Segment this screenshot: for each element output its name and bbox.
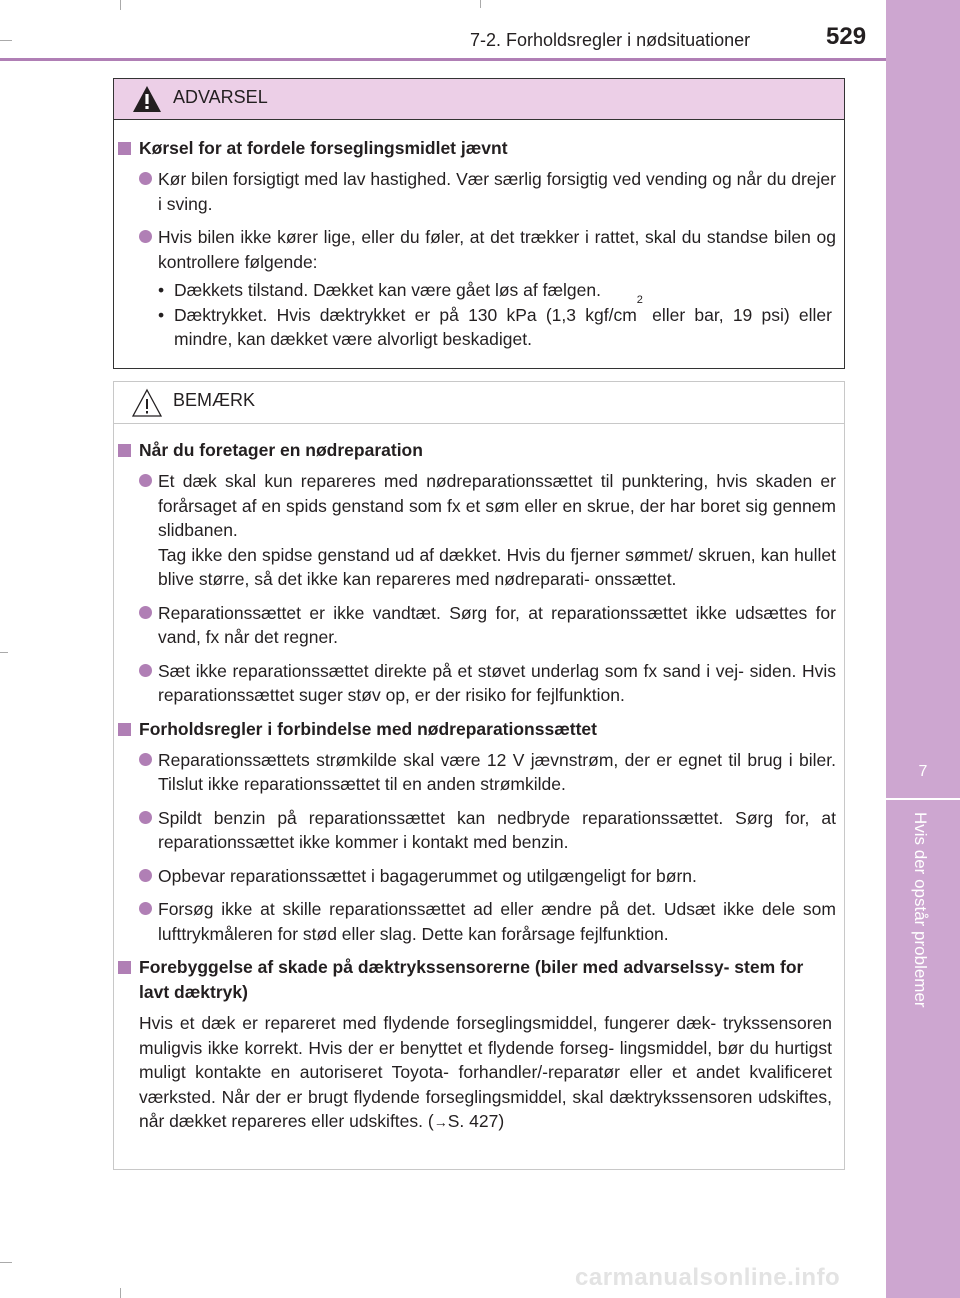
- list-item: Spildt benzin på reparationssættet kan nedbryde reparationssættet. Sørg for, at reparationssættet ikke kommer i kontakt med benzin.: [114, 806, 844, 855]
- notice-heading: Når du foretager en nødreparation: [114, 438, 844, 463]
- crop-mark: [480, 0, 481, 8]
- round-bullet-icon: [139, 869, 152, 882]
- list-item: Kør bilen forsigtigt med lav hastighed. Vær særlig forsigtig ved vending og når du drejer i sving.: [114, 167, 844, 216]
- chapter-tab: [886, 0, 960, 1298]
- notice-header: [114, 382, 844, 424]
- warning-header: [114, 79, 844, 120]
- round-bullet-icon: [139, 753, 152, 766]
- warning-box: [113, 78, 845, 369]
- round-bullet-icon: [139, 172, 152, 185]
- chapter-divider: [886, 798, 960, 800]
- crop-mark: [0, 40, 12, 41]
- chapter-number: 7: [918, 763, 928, 780]
- round-bullet-icon: [139, 230, 152, 243]
- chapter-title: Hvis der opstår problemer: [911, 812, 930, 1008]
- round-bullet-icon: [139, 664, 152, 677]
- list-item: Et dæk skal kun repareres med nødreparationssættet til punktering, hvis skaden er forårsaget af en spids genstand som fx et søm eller en skrue, der har boret sig gennem slidbanen. Tag ikke den spidse genstand ud af dækket. Hvis du fjerner sømmet/ skruen, kan hullet blive større, så det ikke kan repareres med nødreparati- onssættet.: [114, 469, 844, 592]
- crop-mark: [120, 0, 121, 10]
- sub-list-item: • Dækkets tilstand. Dækket kan være gået løs af fælgen.: [158, 280, 601, 300]
- round-bullet-icon: [139, 474, 152, 487]
- list-item: Forsøg ikke at skille reparationssættet ad eller ændre på det. Udsæt ikke dele som lufttrykmåleren for stød eller slag. Dette kan forårsage fejlfunktion.: [114, 897, 844, 946]
- crop-mark: [0, 1262, 12, 1263]
- notice-paragraph: Hvis et dæk er repareret med flydende forseglingsmiddel, fungerer dæk- trykssensoren muligvis ikke korrekt. Hvis der er benyttet et flydende forseg- lingsmiddel, bør du hurtigst muligt kontakte en autoriseret Toyota- forhandler/-reparatør eller et andet kvalificeret værksted. Når der er brugt flydende forseglingsmiddel, skal dæktrykssensoren udskiftes, når dækket repareres eller udskiftes. (→S. 427): [139, 1013, 832, 1131]
- list-item: Reparationssættet er ikke vandtæt. Sørg for, at reparationssættet ikke udsættes for vand, fx når det regner.: [114, 601, 844, 650]
- warning-content: [114, 136, 844, 352]
- page-ref-arrow-icon: →: [433, 1114, 448, 1130]
- list-item: Reparationssættets strømkilde skal være 12 V jævnstrøm, der er egnet til brug i biler. Tilslut ikke reparationssættet til en anden strømkilde.: [114, 748, 844, 797]
- warning-triangle-icon: [132, 85, 162, 113]
- crop-mark: [120, 1288, 121, 1298]
- header-rule: [0, 58, 886, 61]
- warning-heading: Kørsel for at fordele forseglingsmidlet jævnt: [114, 136, 844, 161]
- sub-list-item: • Dæktrykket. Hvis dæktrykket er på 130 kPa (1,3 kgf/$cm^2$ eller bar, 19 psi) eller mindre, kan dækket være alvorligt beskadiget.: [158, 293, 832, 349]
- round-bullet-icon: [139, 902, 152, 915]
- watermark: carmanualsonline.info: [575, 1264, 841, 1291]
- notice-title: BEMÆRK: [173, 390, 256, 410]
- notice-heading: Forholdsregler i forbindelse med nødreparationssættet: [114, 717, 844, 742]
- crop-mark: [0, 652, 8, 653]
- square-bullet-icon: [118, 961, 131, 974]
- notice-box: [113, 381, 845, 1170]
- page-number: 529: [826, 23, 867, 50]
- square-bullet-icon: [118, 723, 131, 736]
- notice-content: [114, 438, 844, 1135]
- round-bullet-icon: [139, 811, 152, 824]
- round-bullet-icon: [139, 606, 152, 619]
- caution-triangle-icon: [132, 388, 162, 418]
- list-item: Sæt ikke reparationssættet direkte på et støvet underlag som fx sand i vej- siden. Hvis reparationssættet suger støv op, er der risiko for fejlfunktion.: [114, 659, 844, 708]
- square-bullet-icon: [118, 444, 131, 457]
- list-item: Opbevar reparationssættet i bagagerummet og utilgængeligt for børn.: [114, 864, 844, 889]
- section-title: 7-2. Forholdsregler i nødsituationer: [470, 30, 751, 50]
- notice-heading: Forebyggelse af skade på dæktrykssensorerne (biler med advarselssy- stem for lavt dæktryk): [114, 955, 844, 1005]
- page-reference[interactable]: S. 427): [447, 1111, 505, 1131]
- warning-title: ADVARSEL: [173, 87, 268, 107]
- list-item: Hvis bilen ikke kører lige, eller du føler, at det trækker i rattet, skal du standse bilen og kontrollere følgende:: [114, 225, 844, 274]
- square-bullet-icon: [118, 142, 131, 155]
